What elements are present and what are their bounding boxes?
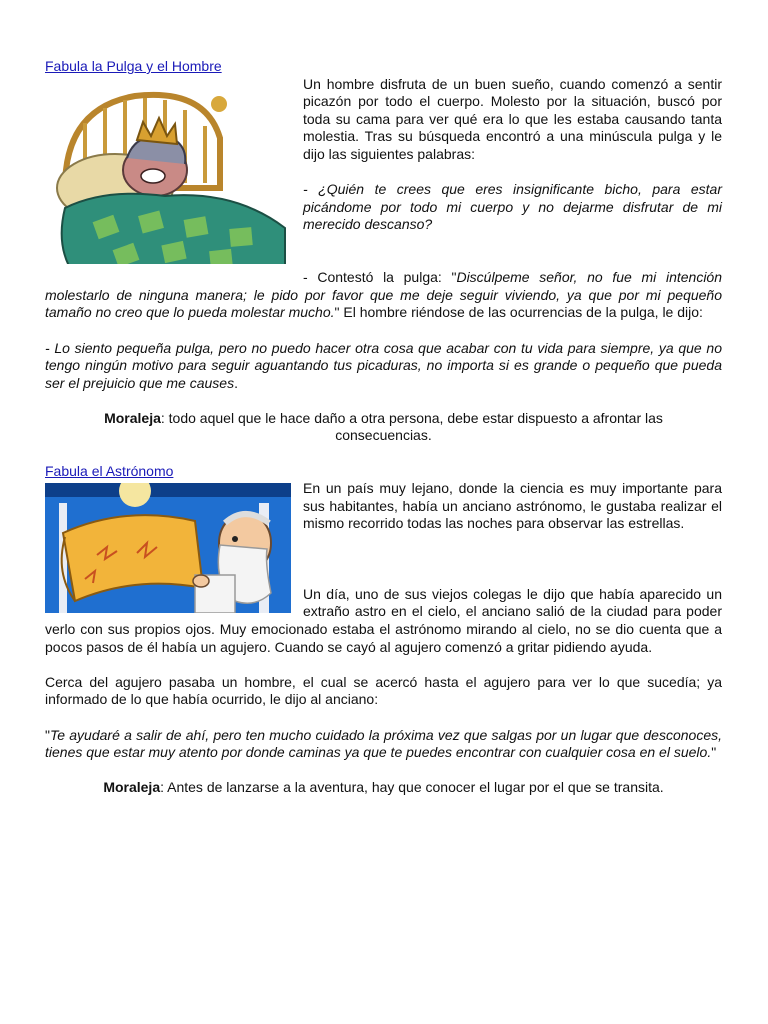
fable2-paragraph-1: En un país muy lejano, donde la ciencia es muy importante para sus habitantes, había un anciano astrónomo, le gustaba realizar el mismo recorrido todas las noches para observar las estrellas. <box>303 480 722 532</box>
fable1-paragraph-2-text: - ¿Quién te crees que eres insignificante bicho, para estar picándome por todo mi cuerpo y no dejarme disfrutar de mi merecido descanso? <box>303 181 722 233</box>
document-page <box>45 58 722 797</box>
fable2-paragraph-2: Un día, uno de sus viejos colegas le dijo que había aparecido un extraño astro en el cielo, el anciano salió de la ciudad para poder verlo con sus propios ojos. Muy emocionado estaba el astrónomo mirando al cielo, no se dio cuenta que a pocos pasos de él había un agujero. Cuando se cayó al agujero comenzó a gritar pidiendo ayuda. <box>45 585 722 655</box>
fable1-p3-italic: Discúlpeme señor, no fue mi intención molestarlo de ninguna manera; le pido por favor que me deje seguir viviendo, ya que por mi pequeño tamaño no creo que lo pueda molestar mucho. <box>45 269 723 321</box>
fable2-paragraph-3: Cerca del agujero pasaba un hombre, el cual se acercó hasta el agujero para ver lo que sucedía; ya informado de lo que había ocurrido, le dijo al anciano: <box>45 673 722 708</box>
fable1-p3-prefix: - Contestó la pulga: " <box>303 269 457 286</box>
fable1-moral-label: Moraleja <box>104 409 161 426</box>
fable-astronomo <box>45 463 722 797</box>
fable2-moral-text: : Antes de lanzarse a la aventura, hay que conocer el lugar por el que se transita. <box>160 779 664 796</box>
fable1-paragraph-1: Un hombre disfruta de un buen sueño, cuando comenzó a sentir picazón por todo el cuerpo. Molesto por la situación, buscó por toda su cama para ver qué era lo que les estaba causando tanta molestia. Tras su búsqueda encontró a una minúscula pulga y le dijo las siguientes palabras: <box>303 75 722 162</box>
fable1-p3-suffix: " El hombre riéndose de las ocurrencias de la pulga, le dijo: <box>334 304 703 321</box>
fable2-p4-italic: Te ayudaré a salir de ahí, pero ten mucho cuidado la próxima vez que salgas por un lugar que desconoces, tienes que estar muy atento por donde caminas ya que te puedes encontrar con cualquier cosa en el suelo. <box>45 726 722 761</box>
fable1-moral-text: : todo aquel que le hace daño a otra persona, debe estar dispuesto a afrontar las consecuencias. <box>160 409 663 444</box>
fable1-p4-end: . <box>234 374 238 391</box>
fable1-p4-italic: - Lo siento pequeña pulga, pero no puedo hacer otra cosa que acabar con tu vida para siempre, ya que no tengo ningún motivo para seguir aguantando tus picaduras, no importa si es grande o pequeño que pueda ser el prejuicio que me causes <box>45 339 722 391</box>
bed-man-illustration <box>45 78 291 276</box>
fable2-p4-close: " <box>711 744 717 761</box>
fable-title-link-astronomo[interactable]: Fabula el Astrónomo <box>45 462 174 479</box>
astronomer-illustration <box>45 483 291 613</box>
fable2-moral-label: Moraleja <box>103 779 161 796</box>
fable-title-link-pulga[interactable]: Fabula la Pulga y el Hombre <box>45 58 222 74</box>
fable2-paragraph-4 <box>45 727 722 762</box>
fable1-paragraph-4 <box>45 340 722 393</box>
fable-pulga <box>45 58 722 445</box>
fable1-paragraph-3 <box>45 269 722 322</box>
fable1-moral <box>83 410 684 445</box>
fable2-p4-open: " <box>45 726 50 743</box>
fable2-moral <box>83 779 684 797</box>
